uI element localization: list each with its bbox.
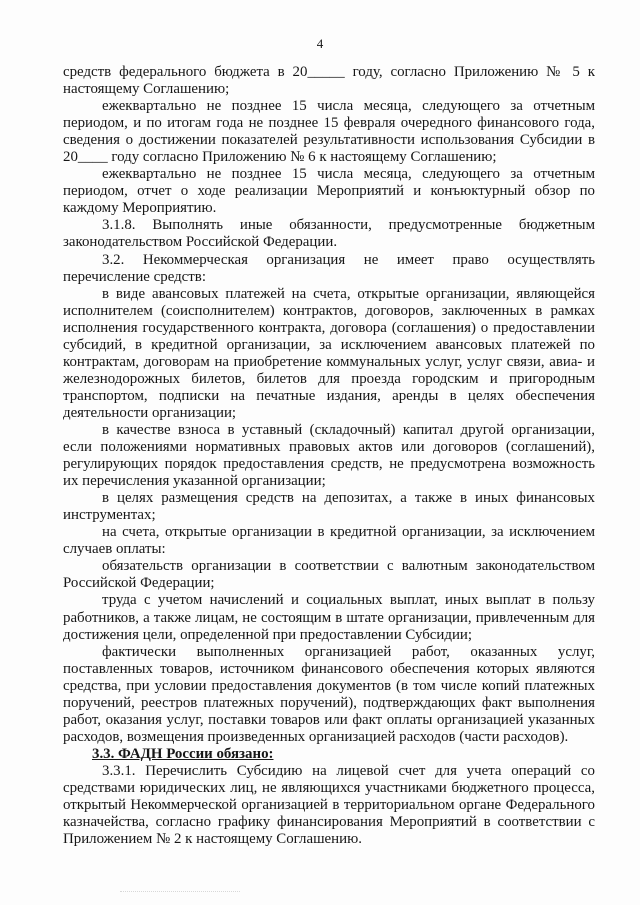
paragraph: на счета, открытые организации в кредитной организации, за исключением случаев оплаты: <box>63 524 595 558</box>
paragraph: в целях размещения средств на депозитах, а также в иных финансовых инструментах; <box>63 490 595 524</box>
paragraph: в виде авансовых платежей на счета, открытые организации, являющейся исполнителем (соисполнителем) контрактов, договоров, заключенных в рамках исполнения государственного контракта, договора (соглашения) о предоставлении субсидий, в кредитной организации, за исключением авансовых платежей по контрактам, договорам на приобретение коммунальных услуг, услуг связи, авиа- и железнодорожных билетов, билетов для проезда городским и пригородным транспортом, подписки на печатные издания, аренды в целях обеспечения деятельности организации; <box>63 285 595 421</box>
paragraph: 3.1.8. Выполнять иные обязанности, предусмотренные бюджетным законодательством Российской Федерации. <box>63 217 595 251</box>
section-heading <box>63 746 595 763</box>
paragraph: обязательств организации в соответствии с валютным законодательством Российской Федерации; <box>63 558 595 592</box>
scan-artifact <box>120 891 240 898</box>
paragraph: труда с учетом начислений и социальных выплат, иных выплат в пользу работников, а также лицам, не состоящим в штате организации, привлеченным для достижения цели, определенной при предоставлении Субсидии; <box>63 592 595 643</box>
section-heading-text: 3.3. ФАДН России обязано: <box>92 745 274 762</box>
document-body <box>63 64 595 848</box>
paragraph: ежеквартально не позднее 15 числа месяца, следующего за отчетным периодом, отчет о ходе реализации Мероприятий и конъюктурный обзор по каждому Мероприятию. <box>63 166 595 217</box>
paragraph: ежеквартально не позднее 15 числа месяца, следующего за отчетным периодом, и по итогам года не позднее 15 февраля очередного финансового года, сведения о достижении показателей результативности использования Субсидии в 20____ году согласно Приложению № 6 к настоящему Соглашению; <box>63 98 595 166</box>
page-number: 4 <box>316 36 324 51</box>
paragraph: в качестве взноса в уставный (складочный) капитал другой организации, если положениями нормативных правовых актов или договоров (соглашений), регулирующих порядок предоставления средств, не предусмотрена возможность их перечисления указанной организации; <box>63 421 595 490</box>
paragraph: средств федерального бюджета в 20_____ году, согласно Приложению № 5 к настоящему Соглашению; <box>63 64 595 98</box>
paragraph: 3.2. Некоммерческая организация не имеет право осуществлять перечисление средств: <box>63 251 595 285</box>
paragraph: 3.3.1. Перечислить Субсидию на лицевой счет для учета операций со средствами юридических лиц, не являющихся участниками бюджетного процесса, открытый Некоммерческой организацией в территориальном органе Федерального казначейства, согласно графику финансирования Мероприятий в соответствии с Приложением № 2 к настоящему Соглашению. <box>63 762 595 848</box>
paragraph: фактически выполненных организацией работ, оказанных услуг, поставленных товаров, источником финансового обеспечения которых являются средства, при условии предоставления документов (в том числе копий платежных поручений, реестров платежных поручений), подтверждающих факт выполнения работ, оказания услуг, поставки товаров или факт оплаты организацией указанных расходов, возмещения произведенных организацией расходов (части расходов). <box>63 643 595 745</box>
